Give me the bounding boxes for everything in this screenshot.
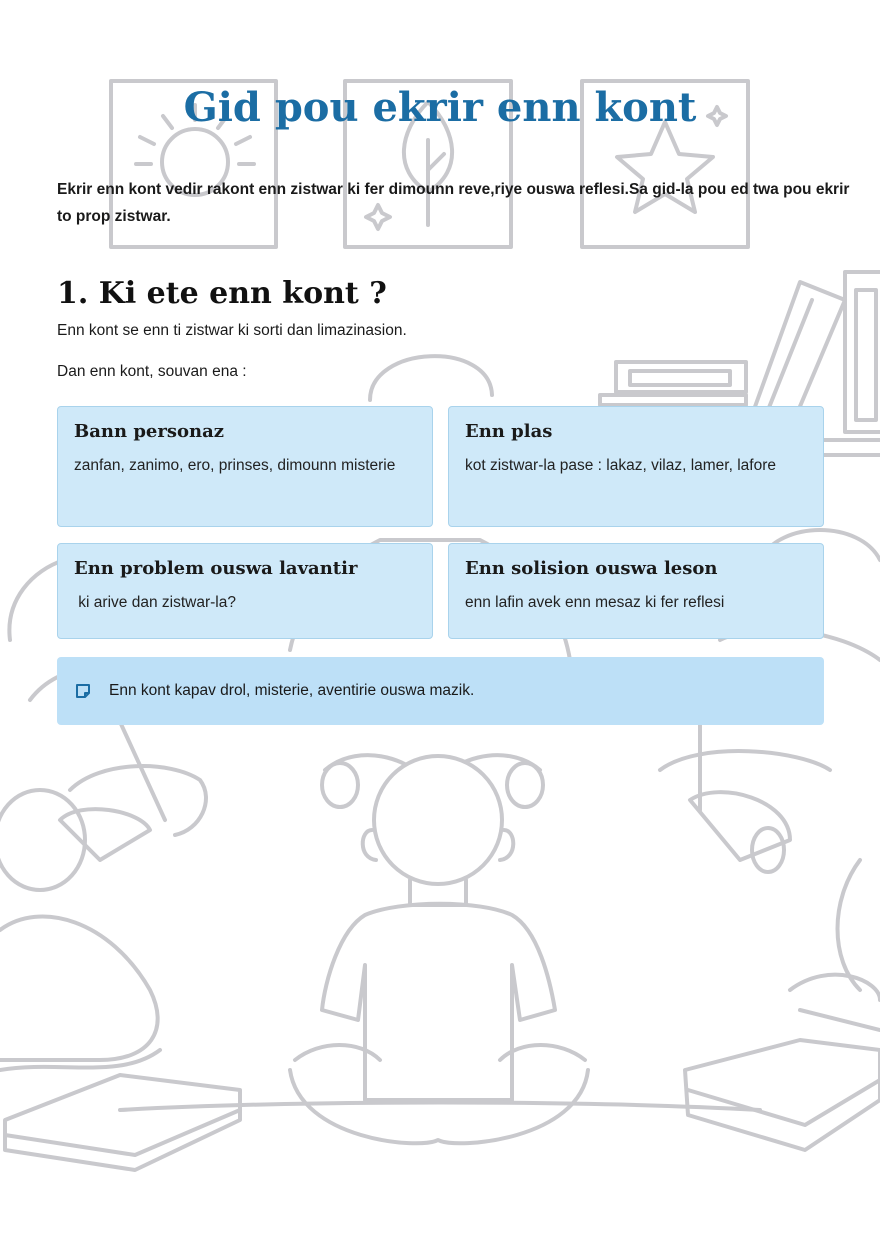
note-callout	[57, 657, 824, 725]
card-heading: Enn solision ouswa leson	[465, 558, 718, 579]
section-heading: 1. Ki ete enn kont ?	[57, 276, 387, 311]
page-title: Gid pou ekrir enn kont	[183, 84, 697, 131]
card-text: zanfan, zanimo, ero, prinses, dimounn misterie	[74, 457, 396, 474]
note-text: Enn kont kapav drol, misterie, aventirie ouswa mazik.	[109, 682, 475, 699]
intro-text: Ekrir enn kont vedir rakont enn zistwar ki fer dimounn reve,riye ouswa reflesi.Sa gid-la pou ed twa pou ekrir to prop zistwar.	[57, 181, 850, 225]
card-text: kot zistwar-la pase : lakaz, vilaz, lamer, lafore	[465, 457, 776, 474]
paragraph-definition: Enn kont se enn ti zistwar ki sorti dan limazinasion.	[57, 322, 407, 339]
card-heading: Enn plas	[465, 421, 553, 442]
card-problem	[57, 543, 433, 639]
card-solution	[448, 543, 824, 639]
card-characters	[57, 406, 433, 527]
card-place	[448, 406, 824, 527]
card-heading: Enn problem ouswa lavantir	[74, 558, 358, 579]
note-icon	[75, 683, 91, 699]
card-text: ki arive dan zistwar-la?	[74, 594, 236, 611]
card-text: enn lafin avek enn mesaz ki fer reflesi	[465, 594, 725, 611]
card-heading: Bann personaz	[74, 421, 224, 442]
paragraph-list-intro: Dan enn kont, souvan ena :	[57, 363, 247, 380]
